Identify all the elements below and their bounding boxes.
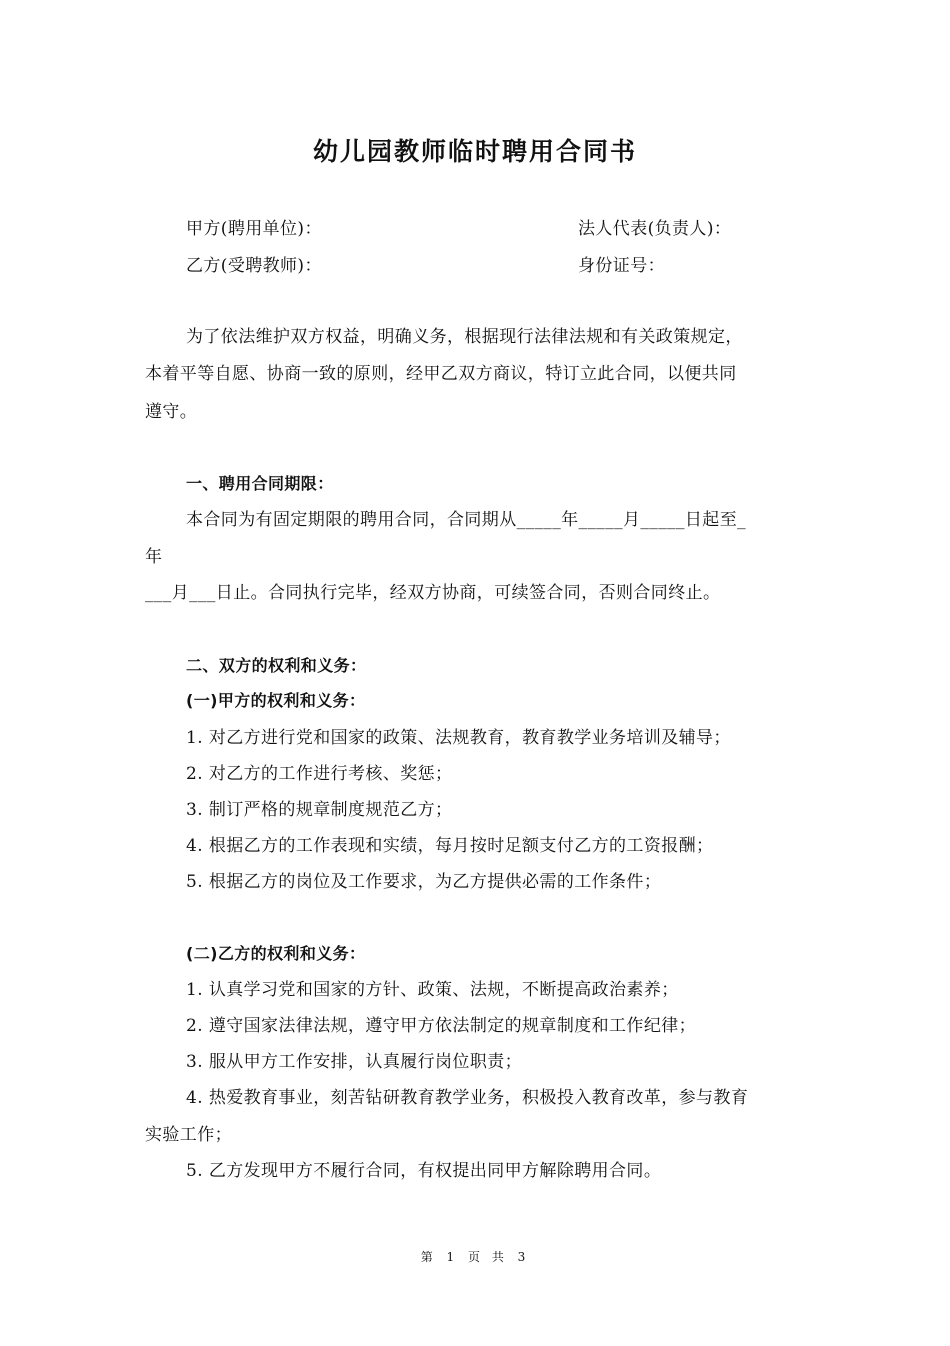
document-title: 幼儿园教师临时聘用合同书 — [312, 137, 637, 166]
party-b-item-4-continued: 实验工作； — [145, 1125, 232, 1145]
footer-prefix: 第 — [420, 1250, 437, 1264]
preamble-line-2: 本着平等自愿、协商一致的原则，经甲乙双方商议，特订立此合同，以便共同 — [145, 364, 737, 384]
legal-representative-label: 法人代表(负责人)： — [578, 219, 732, 239]
party-a-item-1: 1. 对乙方进行党和国家的政策、法规教育，教育教学业务培训及辅导； — [186, 728, 731, 748]
party-b-item-1: 1. 认真学习党和国家的方针、政策、法规，不断提高政治素养； — [186, 980, 679, 1000]
section-1-heading: 一、聘用合同期限： — [186, 474, 334, 493]
party-b-label: 乙方(受聘教师)： — [186, 256, 322, 276]
party-b-item-5: 5. 乙方发现甲方不履行合同，有权提出同甲方解除聘用合同。 — [186, 1161, 662, 1181]
section-1-line-1: 本合同为有固定期限的聘用合同，合同期从_____年_____月_____日起至_ — [186, 510, 746, 530]
footer-total-pages: 3 — [517, 1250, 530, 1264]
party-b-item-3: 3. 服从甲方工作安排，认真履行岗位职责； — [186, 1052, 523, 1072]
party-b-item-4: 4. 热爱教育事业，刻苦钻研教育教学业务，积极投入教育改革，参与教育 — [186, 1088, 749, 1108]
section-1-line-2: 年 — [145, 547, 163, 567]
party-a-item-2: 2. 对乙方的工作进行考核、奖惩； — [186, 764, 453, 784]
party-a-duties-heading: (一)甲方的权利和义务： — [186, 691, 366, 710]
preamble-line-1: 为了依法维护双方权益，明确义务，根据现行法律法规和有关政策规定， — [186, 327, 743, 347]
section-2-heading: 二、双方的权利和义务： — [186, 656, 367, 675]
section-1-line-3: ___月___日止。合同执行完毕，经双方协商，可续签合同，否则合同终止。 — [145, 583, 721, 603]
preamble-line-3: 遵守。 — [145, 402, 198, 422]
party-a-item-5: 5. 根据乙方的岗位及工作要求，为乙方提供必需的工作条件； — [186, 872, 662, 892]
footer-middle: 页 共 — [468, 1250, 508, 1264]
footer-page-number: 1 — [446, 1250, 459, 1264]
page-footer — [0, 1248, 950, 1265]
party-a-item-3: 3. 制订严格的规章制度规范乙方； — [186, 800, 453, 820]
party-a-item-4: 4. 根据乙方的工作表现和实绩，每月按时足额支付乙方的工资报酬； — [186, 836, 714, 856]
party-a-label: 甲方(聘用单位)： — [186, 219, 322, 239]
party-b-item-2: 2. 遵守国家法律法规，遵守甲方依法制定的规章制度和工作纪律； — [186, 1016, 697, 1036]
id-number-label: 身份证号： — [578, 256, 665, 276]
party-b-duties-heading: (二)乙方的权利和义务： — [186, 944, 366, 963]
